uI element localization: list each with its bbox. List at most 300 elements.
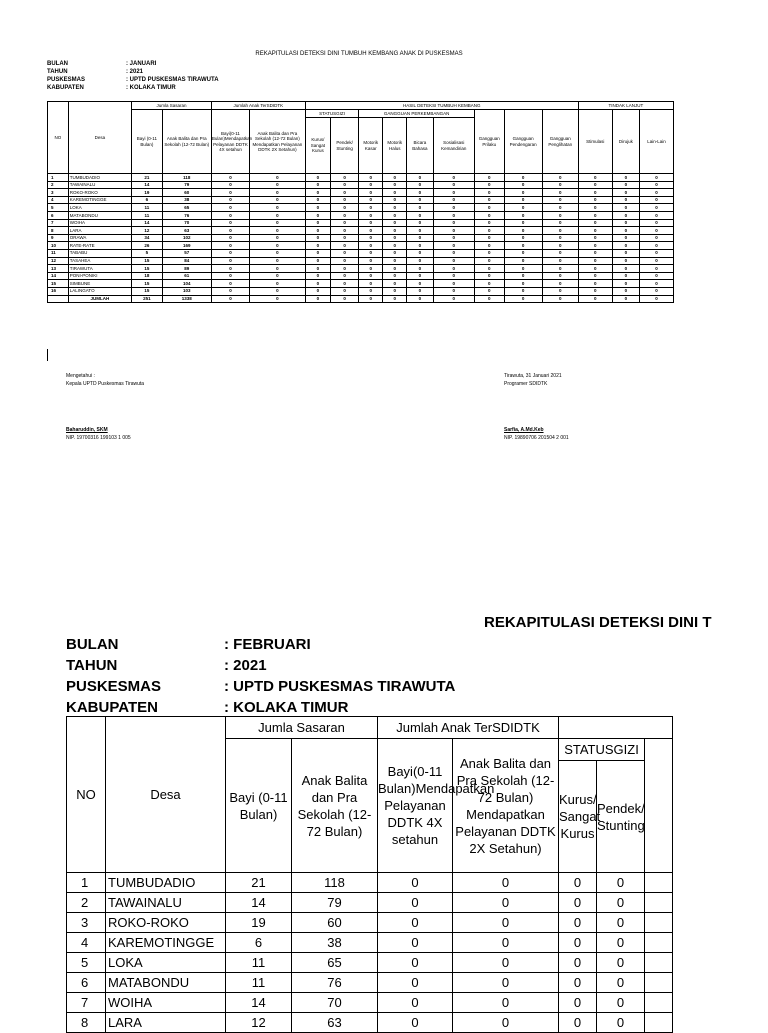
cell-bicara: 0 bbox=[407, 196, 433, 204]
cell-dirujuk: 0 bbox=[612, 272, 639, 280]
cell-lain: 0 bbox=[639, 249, 673, 257]
cell-motorik-kasar: 0 bbox=[359, 265, 383, 273]
cell-sosialisasi: 0 bbox=[433, 265, 475, 273]
page1-title: REKAPITULASI DETEKSI DINI TUMBUH KEMBANG ANAK DI PUSKESMAS bbox=[255, 51, 463, 57]
header-motorik-kasar: Motorik Kasar bbox=[359, 118, 383, 174]
cell-desa: WOIHA bbox=[106, 993, 226, 1013]
cell-prilaku: 0 bbox=[475, 189, 504, 197]
table-row bbox=[48, 227, 674, 235]
cell-lain: 0 bbox=[639, 196, 673, 204]
header-jumlah-anak: Jumlah Anak TerSDIDTK bbox=[211, 102, 305, 110]
cell-bicara: 0 bbox=[407, 249, 433, 257]
cell-motorik-kasar: 0 bbox=[359, 211, 383, 219]
cell-kurus: 0 bbox=[305, 280, 330, 288]
cell-lain: 0 bbox=[639, 219, 673, 227]
cell-prilaku: 0 bbox=[475, 280, 504, 288]
header-stimulasi: Stimulasi bbox=[578, 110, 612, 174]
cell-stimulasi: 0 bbox=[578, 265, 612, 273]
cell-prilaku: 0 bbox=[475, 219, 504, 227]
cell-balita: 103 bbox=[162, 287, 211, 295]
table-row bbox=[48, 280, 674, 288]
header-pendek: Pendek/ Stunting bbox=[330, 118, 358, 174]
cell-prilaku: 0 bbox=[475, 257, 504, 265]
header-balita-pelayanan: Anak Balita dan Pra Sekolah (12-72 Bulan) Mendapatkan Pelayanan DDTK 2X Setahun) bbox=[453, 739, 559, 873]
cell-motorik-halus: 0 bbox=[383, 211, 407, 219]
cell-no: 9 bbox=[48, 234, 69, 242]
cell-penglihatan: 0 bbox=[542, 249, 578, 257]
cell-motorik-kasar: 0 bbox=[359, 249, 383, 257]
cell-bayi-pelayanan: 0 bbox=[211, 174, 249, 182]
cell-bayi: 18 bbox=[132, 272, 163, 280]
cell-pendek: 0 bbox=[330, 272, 358, 280]
cell-dirujuk: 0 bbox=[612, 204, 639, 212]
cell-sosialisasi: 0 bbox=[433, 272, 475, 280]
table-row bbox=[48, 196, 674, 204]
cell-pendek: 0 bbox=[597, 893, 645, 913]
cell-bicara: 0 bbox=[407, 211, 433, 219]
cell-kurus: 0 bbox=[305, 204, 330, 212]
table-row bbox=[48, 265, 674, 273]
cell-bayi-pelayanan: 0 bbox=[378, 893, 453, 913]
cell-dirujuk: 0 bbox=[612, 189, 639, 197]
meta-key: TAHUN bbox=[66, 657, 118, 674]
cell-balita-pelayanan: 0 bbox=[453, 893, 559, 913]
cell-bayi: 21 bbox=[226, 873, 292, 893]
cell-motorik-halus: 0 bbox=[383, 242, 407, 250]
cell-cutoff bbox=[645, 873, 673, 893]
cell-motorik-kasar: 0 bbox=[359, 219, 383, 227]
cell-motorik-halus: 0 bbox=[383, 219, 407, 227]
cell-stimulasi: 0 bbox=[578, 234, 612, 242]
cell-balita-pelayanan: 0 bbox=[453, 933, 559, 953]
cell-motorik-halus: 0 bbox=[383, 174, 407, 182]
cell-sosialisasi: 0 bbox=[433, 242, 475, 250]
cell-desa: TABABU bbox=[68, 249, 131, 257]
cell-penglihatan: 0 bbox=[542, 272, 578, 280]
cell-stimulasi: 0 bbox=[578, 204, 612, 212]
meta-value: : 2021 bbox=[126, 69, 144, 75]
cell-pendengaran: 0 bbox=[504, 211, 542, 219]
cell-dirujuk: 0 bbox=[612, 196, 639, 204]
cell-desa: KAREMOTINGGE bbox=[106, 933, 226, 953]
cell-kurus: 0 bbox=[559, 933, 597, 953]
sign-left-nip: NIP. 19700316 199103 1 005 bbox=[66, 435, 131, 441]
cell-balita: 65 bbox=[292, 953, 378, 973]
cell-stimulasi: 0 bbox=[578, 280, 612, 288]
cell-prilaku: 0 bbox=[475, 211, 504, 219]
meta-key: BULAN bbox=[66, 636, 119, 653]
cell-balita: 84 bbox=[162, 257, 211, 265]
cell-balita-pelayanan: 0 bbox=[250, 204, 306, 212]
header-kurus: Kurus/ Sangat Kurus bbox=[559, 761, 597, 873]
cell-motorik-kasar: 0 bbox=[359, 242, 383, 250]
cell-desa: LARA bbox=[68, 227, 131, 235]
cell-sosialisasi: 0 bbox=[433, 204, 475, 212]
cell-no: 7 bbox=[48, 219, 69, 227]
table-row bbox=[48, 287, 674, 295]
cell-motorik-kasar: 0 bbox=[359, 295, 383, 303]
cell-balita: 38 bbox=[162, 196, 211, 204]
cell-bayi-pelayanan: 0 bbox=[378, 1013, 453, 1033]
header-gangguan-penglihatan: Gangguan Penglihatan bbox=[542, 110, 578, 174]
cell-sosialisasi: 0 bbox=[433, 257, 475, 265]
table-row bbox=[67, 993, 673, 1013]
cell-bayi-pelayanan: 0 bbox=[211, 219, 249, 227]
cell-dirujuk: 0 bbox=[612, 249, 639, 257]
cell-balita: 63 bbox=[162, 227, 211, 235]
sign-left-name: Baharuddin, SKM bbox=[66, 427, 108, 433]
table-row bbox=[67, 893, 673, 913]
page1-table bbox=[47, 101, 674, 303]
cell-no: 15 bbox=[48, 280, 69, 288]
cell-no: 8 bbox=[48, 227, 69, 235]
cell-bicara: 0 bbox=[407, 227, 433, 235]
cell-desa: MATABONDU bbox=[68, 211, 131, 219]
cell-balita-pelayanan: 0 bbox=[453, 913, 559, 933]
cell-motorik-kasar: 0 bbox=[359, 204, 383, 212]
header-dirujuk: Dirujuk bbox=[612, 110, 639, 174]
cell-penglihatan: 0 bbox=[542, 196, 578, 204]
header-blank bbox=[559, 717, 673, 739]
cell-total-balita: 1338 bbox=[162, 295, 211, 303]
cell-dirujuk: 0 bbox=[612, 174, 639, 182]
cell-kurus: 0 bbox=[305, 257, 330, 265]
meta-row-puskesmas bbox=[66, 676, 455, 697]
cell-penglihatan: 0 bbox=[542, 257, 578, 265]
cell-kurus: 0 bbox=[559, 893, 597, 913]
cell-prilaku: 0 bbox=[475, 196, 504, 204]
table-row bbox=[48, 249, 674, 257]
cell-pendek: 0 bbox=[597, 993, 645, 1013]
header-gangguan-perkembangan: GANGGUAN PERKEMBANGAN bbox=[359, 110, 475, 118]
cell-bayi: 21 bbox=[132, 174, 163, 182]
cell-bayi-pelayanan: 0 bbox=[211, 287, 249, 295]
meta-row-tahun bbox=[66, 655, 455, 676]
cell-stimulasi: 0 bbox=[578, 189, 612, 197]
cell-prilaku: 0 bbox=[475, 204, 504, 212]
cell-motorik-halus: 0 bbox=[383, 234, 407, 242]
cell-dirujuk: 0 bbox=[612, 211, 639, 219]
cell-sosialisasi: 0 bbox=[433, 249, 475, 257]
cell-balita-pelayanan: 0 bbox=[250, 280, 306, 288]
cell-kurus: 0 bbox=[305, 211, 330, 219]
header-desa: Desa bbox=[106, 717, 226, 873]
cell-pendek: 0 bbox=[597, 933, 645, 953]
cell-bayi: 34 bbox=[132, 234, 163, 242]
header-anak-balita: Anak Balita dan Pra Sekolah (12-72 Bulan) bbox=[292, 739, 378, 873]
cell-kurus: 0 bbox=[305, 174, 330, 182]
cell-pendek: 0 bbox=[330, 211, 358, 219]
cell-bayi: 19 bbox=[226, 913, 292, 933]
cell-stimulasi: 0 bbox=[578, 257, 612, 265]
cell-dirujuk: 0 bbox=[612, 181, 639, 189]
cell-bayi-pelayanan: 0 bbox=[211, 211, 249, 219]
table-row bbox=[48, 174, 674, 182]
cell-bicara: 0 bbox=[407, 295, 433, 303]
total-row bbox=[48, 295, 674, 303]
cell-motorik-halus: 0 bbox=[383, 204, 407, 212]
cell-pendengaran: 0 bbox=[504, 196, 542, 204]
cell-motorik-halus: 0 bbox=[383, 227, 407, 235]
cell-pendengaran: 0 bbox=[504, 174, 542, 182]
cell-dirujuk: 0 bbox=[612, 234, 639, 242]
meta-value: : FEBRUARI bbox=[224, 636, 311, 653]
cell-bicara: 0 bbox=[407, 287, 433, 295]
cell-motorik-halus: 0 bbox=[383, 257, 407, 265]
cell-no: 5 bbox=[67, 953, 106, 973]
meta-key: KABUPATEN bbox=[47, 85, 84, 91]
cell-kurus: 0 bbox=[305, 272, 330, 280]
cell-penglihatan: 0 bbox=[542, 227, 578, 235]
meta-value: : KOLAKA TIMUR bbox=[126, 85, 176, 91]
cell-kurus: 0 bbox=[305, 265, 330, 273]
cell-prilaku: 0 bbox=[475, 287, 504, 295]
cell-stimulasi: 0 bbox=[578, 242, 612, 250]
header-bicara-bahasa: Bicara Bahasa bbox=[407, 118, 433, 174]
cell-motorik-kasar: 0 bbox=[359, 234, 383, 242]
cell-balita-pelayanan: 0 bbox=[250, 219, 306, 227]
cell-balita-pelayanan: 0 bbox=[453, 973, 559, 993]
sign-right-name: Sarfia, A.Md.Keb bbox=[504, 427, 544, 433]
cell-penglihatan: 0 bbox=[542, 219, 578, 227]
cell-prilaku: 0 bbox=[475, 234, 504, 242]
cell-pendek: 0 bbox=[330, 257, 358, 265]
cell-balita: 57 bbox=[162, 249, 211, 257]
cell-balita-pelayanan: 0 bbox=[250, 181, 306, 189]
header-jumlah-anak: Jumlah Anak TerSDIDTK bbox=[378, 717, 559, 739]
cell-no: 6 bbox=[48, 211, 69, 219]
cell-bayi-pelayanan: 0 bbox=[211, 204, 249, 212]
cell-pendek: 0 bbox=[330, 174, 358, 182]
cell-balita: 79 bbox=[292, 893, 378, 913]
cell-dirujuk: 0 bbox=[612, 242, 639, 250]
cell-bicara: 0 bbox=[407, 181, 433, 189]
cell-lain: 0 bbox=[639, 257, 673, 265]
cell-cutoff bbox=[645, 913, 673, 933]
header-no: NO bbox=[48, 102, 69, 174]
cell-bayi-pelayanan: 0 bbox=[378, 973, 453, 993]
cell-bayi: 19 bbox=[132, 189, 163, 197]
cell-bayi: 6 bbox=[132, 196, 163, 204]
cell-prilaku: 0 bbox=[475, 227, 504, 235]
cell-kurus: 0 bbox=[305, 227, 330, 235]
cell-kurus: 0 bbox=[305, 189, 330, 197]
table-row bbox=[48, 181, 674, 189]
cell-penglihatan: 0 bbox=[542, 211, 578, 219]
table-row bbox=[67, 933, 673, 953]
cell-bayi: 11 bbox=[226, 973, 292, 993]
cell-kurus: 0 bbox=[305, 219, 330, 227]
cell-lain: 0 bbox=[639, 242, 673, 250]
cell-desa: KAREMOTINGGE bbox=[68, 196, 131, 204]
meta-row-bulan bbox=[66, 634, 455, 655]
header-bayi-pelayanan: Bayi(0-11 Bulan)Mendapatkan Pelayanan DDTK 4X setahun bbox=[378, 739, 453, 873]
cell-stimulasi: 0 bbox=[578, 219, 612, 227]
cell-bayi-pelayanan: 0 bbox=[378, 913, 453, 933]
cell-penglihatan: 0 bbox=[542, 181, 578, 189]
cell-lain: 0 bbox=[639, 265, 673, 273]
cell-pendek: 0 bbox=[330, 280, 358, 288]
cell-desa: LALINGATO bbox=[68, 287, 131, 295]
table-row bbox=[67, 1013, 673, 1033]
cell-balita: 118 bbox=[162, 174, 211, 182]
meta-value: : UPTD PUSKESMAS TIRAWUTA bbox=[126, 77, 219, 83]
cell-motorik-halus: 0 bbox=[383, 280, 407, 288]
header-statusgizi: STATUSGIZI bbox=[305, 110, 359, 118]
cell-bicara: 0 bbox=[407, 265, 433, 273]
cell-balita: 61 bbox=[162, 272, 211, 280]
cell-kurus: 0 bbox=[559, 953, 597, 973]
cell-bayi: 5 bbox=[132, 249, 163, 257]
cell-balita-pelayanan: 0 bbox=[250, 227, 306, 235]
cell-dirujuk: 0 bbox=[612, 295, 639, 303]
cell-no: 12 bbox=[48, 257, 69, 265]
header-gangguan-prilaku: Gangguan Prilaku bbox=[475, 110, 504, 174]
cell-dirujuk: 0 bbox=[612, 257, 639, 265]
cell-desa: TUMBUDADIO bbox=[68, 174, 131, 182]
cell-motorik-kasar: 0 bbox=[359, 174, 383, 182]
header-balita-pelayanan: Anak Balita dan Pra Sekolah (12-72 Bulan) Mendapatkan Pelayanan DDTK 2X Setahun) bbox=[250, 110, 306, 174]
table-row bbox=[48, 234, 674, 242]
header-bayi: Bayi (0-11 Bulan) bbox=[226, 739, 292, 873]
header-jumla-sasaran: Jumla Sasaran bbox=[226, 717, 378, 739]
cell-cutoff bbox=[645, 933, 673, 953]
cell-motorik-halus: 0 bbox=[383, 249, 407, 257]
cell-stimulasi: 0 bbox=[578, 272, 612, 280]
cell-sosialisasi: 0 bbox=[433, 189, 475, 197]
cell-pendengaran: 0 bbox=[504, 295, 542, 303]
cell-pendek: 0 bbox=[330, 204, 358, 212]
cell-pendengaran: 0 bbox=[504, 280, 542, 288]
header-no: NO bbox=[67, 717, 106, 873]
cell-kurus: 0 bbox=[305, 242, 330, 250]
table-row bbox=[48, 219, 674, 227]
cell-cutoff bbox=[645, 1013, 673, 1033]
sign-left-line1: Mengetahui : bbox=[66, 373, 95, 379]
cell-no: 3 bbox=[48, 189, 69, 197]
meta-value: : UPTD PUSKESMAS TIRAWUTA bbox=[224, 678, 456, 695]
meta-key: KABUPATEN bbox=[66, 699, 158, 716]
cell-stimulasi: 0 bbox=[578, 295, 612, 303]
cell-dirujuk: 0 bbox=[612, 219, 639, 227]
cell-lain: 0 bbox=[639, 295, 673, 303]
cell-kurus: 0 bbox=[305, 181, 330, 189]
table-row bbox=[67, 913, 673, 933]
cell-penglihatan: 0 bbox=[542, 189, 578, 197]
cell-balita-pelayanan: 0 bbox=[453, 873, 559, 893]
meta-key: PUSKESMAS bbox=[47, 77, 86, 83]
cell-balita-pelayanan: 0 bbox=[250, 174, 306, 182]
cell-no: 7 bbox=[67, 993, 106, 1013]
cell-motorik-halus: 0 bbox=[383, 295, 407, 303]
table-row bbox=[67, 873, 673, 893]
header-jumla-sasaran: Jumla Sasaran bbox=[132, 102, 212, 110]
page2-title: REKAPITULASI DETEKSI DINI T bbox=[484, 614, 712, 631]
cell-no: 4 bbox=[67, 933, 106, 953]
table-row bbox=[48, 257, 674, 265]
cell-desa: WOIHA bbox=[68, 219, 131, 227]
cell-balita: 70 bbox=[162, 219, 211, 227]
cell-balita-pelayanan: 0 bbox=[453, 993, 559, 1013]
cell-sosialisasi: 0 bbox=[433, 181, 475, 189]
cell-dirujuk: 0 bbox=[612, 227, 639, 235]
cell-dirujuk: 0 bbox=[612, 265, 639, 273]
cell-bayi-pelayanan: 0 bbox=[378, 873, 453, 893]
cell-prilaku: 0 bbox=[475, 181, 504, 189]
cell-desa: ORAWA bbox=[68, 234, 131, 242]
meta-key: TAHUN bbox=[47, 69, 68, 75]
cell-balita: 60 bbox=[162, 189, 211, 197]
cell-motorik-halus: 0 bbox=[383, 196, 407, 204]
cell-balita-pelayanan: 0 bbox=[453, 953, 559, 973]
cell-balita-pelayanan: 0 bbox=[453, 1013, 559, 1033]
cell-pendek: 0 bbox=[597, 913, 645, 933]
cell-desa: LOKA bbox=[68, 204, 131, 212]
cell-desa: LOKA bbox=[106, 953, 226, 973]
header-hasil-deteksi: HASIL DETEKSI TUMBUH KEMBANG bbox=[305, 102, 578, 110]
cell-pendek: 0 bbox=[330, 265, 358, 273]
cell-kurus: 0 bbox=[305, 196, 330, 204]
meta-row-kabupaten bbox=[66, 697, 455, 718]
cell-lain: 0 bbox=[639, 181, 673, 189]
cell-bicara: 0 bbox=[407, 174, 433, 182]
cell-pendek: 0 bbox=[597, 973, 645, 993]
cell-bayi-pelayanan: 0 bbox=[211, 272, 249, 280]
cell-pendek: 0 bbox=[330, 234, 358, 242]
cell-pendengaran: 0 bbox=[504, 204, 542, 212]
cell-kurus: 0 bbox=[559, 993, 597, 1013]
cell-penglihatan: 0 bbox=[542, 234, 578, 242]
cell-sosialisasi: 0 bbox=[433, 174, 475, 182]
cell-lain: 0 bbox=[639, 174, 673, 182]
cell-pendek: 0 bbox=[330, 196, 358, 204]
cell-pendek: 0 bbox=[330, 287, 358, 295]
table-row bbox=[48, 189, 674, 197]
cell-motorik-kasar: 0 bbox=[359, 257, 383, 265]
cell-balita: 76 bbox=[162, 211, 211, 219]
page2-table bbox=[66, 716, 673, 1033]
page1-table-body bbox=[48, 174, 674, 303]
cell-motorik-kasar: 0 bbox=[359, 227, 383, 235]
cell-penglihatan: 0 bbox=[542, 204, 578, 212]
meta-row-kabupaten bbox=[47, 84, 219, 92]
cell-lain: 0 bbox=[639, 287, 673, 295]
cell-balita: 65 bbox=[162, 204, 211, 212]
cell-no: 1 bbox=[48, 174, 69, 182]
cell-sosialisasi: 0 bbox=[433, 234, 475, 242]
header-kurus: Kurus/ Sangat Kurus bbox=[305, 118, 330, 174]
meta-row-bulan bbox=[47, 60, 219, 68]
cell-sosialisasi: 0 bbox=[433, 227, 475, 235]
cell-bicara: 0 bbox=[407, 219, 433, 227]
cell-prilaku: 0 bbox=[475, 249, 504, 257]
table-row bbox=[67, 973, 673, 993]
header-lain-lain: Lain-Lain bbox=[639, 110, 673, 174]
cell-lain: 0 bbox=[639, 211, 673, 219]
signature-right bbox=[504, 372, 562, 388]
cell-bayi-pelayanan: 0 bbox=[378, 953, 453, 973]
cell-balita: 70 bbox=[292, 993, 378, 1013]
cell-no: 4 bbox=[48, 196, 69, 204]
cell-balita: 89 bbox=[162, 265, 211, 273]
cell-balita: 102 bbox=[162, 234, 211, 242]
header-anak-balita: Anak Balita dan Pra Sekolah (12-72 Bulan) bbox=[162, 110, 211, 174]
cell-pendek: 0 bbox=[330, 227, 358, 235]
cell-sosialisasi: 0 bbox=[433, 295, 475, 303]
cell-balita-pelayanan: 0 bbox=[250, 242, 306, 250]
cell-pendengaran: 0 bbox=[504, 219, 542, 227]
header-pendek: Pendek/ Stunting bbox=[597, 761, 645, 873]
